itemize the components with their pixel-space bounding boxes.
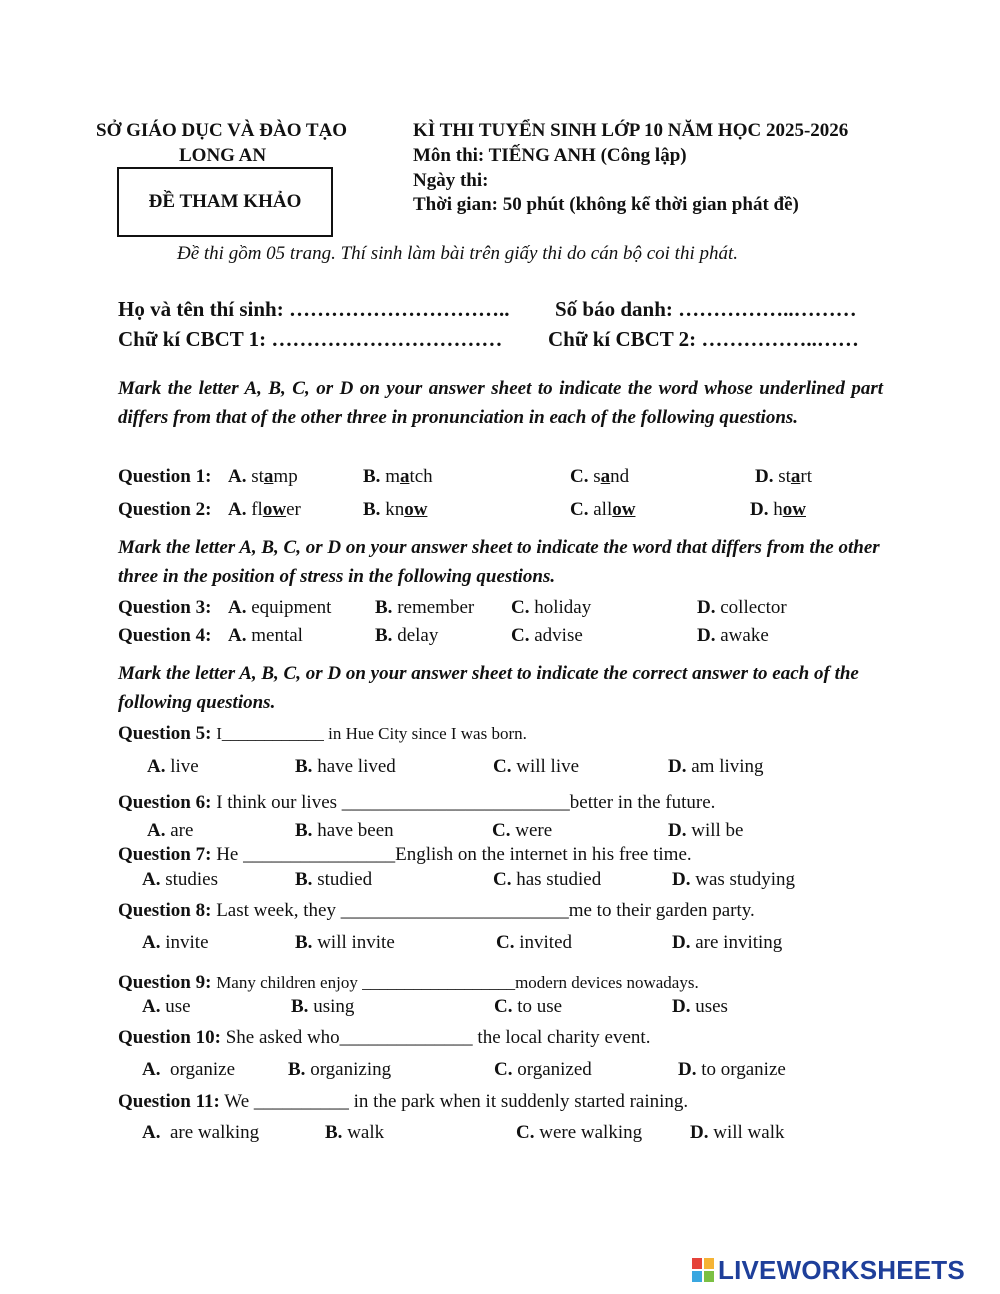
- q6-option-c[interactable]: C. were: [492, 820, 553, 841]
- q2-option-d[interactable]: D. how: [750, 499, 806, 520]
- exam-duration: Thời gian: 50 phút (không kể thời gian phát đề): [413, 194, 799, 215]
- q2-option-c[interactable]: C. allow: [570, 499, 636, 520]
- q2-option-a[interactable]: A. flower: [228, 499, 301, 520]
- q7-option-d[interactable]: D. was studying: [672, 869, 795, 890]
- exam-title: KÌ THI TUYỂN SINH LỚP 10 NĂM HỌC 2025-2026: [413, 120, 849, 141]
- q5-stem: Question 5: I____________ in Hue City since I was born.: [118, 723, 527, 744]
- question-label: Question 3:: [118, 597, 212, 618]
- q6-option-a[interactable]: A. are: [147, 820, 194, 841]
- q2-option-b[interactable]: B. know: [363, 499, 428, 520]
- q6-stem: Question 6: I think our lives ________________________better in the future.: [118, 792, 716, 813]
- question-label: Question 1:: [118, 466, 212, 487]
- liveworksheets-logo-icon: [692, 1258, 714, 1282]
- q1-option-c[interactable]: C. sand: [570, 466, 630, 487]
- exam-date: Ngày thi:: [413, 170, 489, 191]
- q11-option-b[interactable]: B. walk: [325, 1122, 385, 1143]
- q3-option-c[interactable]: C. holiday: [511, 597, 592, 618]
- q8-option-c[interactable]: C. invited: [496, 932, 573, 953]
- q1-option-a[interactable]: A. stamp: [228, 466, 298, 487]
- q10-option-d[interactable]: D. to organize: [678, 1059, 786, 1080]
- q3-option-d[interactable]: D. collector: [697, 597, 787, 618]
- q9-option-c[interactable]: C. to use: [494, 996, 563, 1017]
- question-label: Question 4:: [118, 625, 212, 646]
- q8-option-b[interactable]: B. will invite: [295, 932, 395, 953]
- candidate-name-field[interactable]: Họ và tên thí sinh: …………………………..: [118, 297, 510, 321]
- authority-province: LONG AN: [179, 145, 267, 166]
- stress-instruction: Mark the letter A, B, C, or D on your answer sheet to indicate the word that differs from the other three in the position of stress in the following questions.: [118, 537, 880, 587]
- q11-option-a[interactable]: A. are walking: [142, 1122, 260, 1143]
- q11-stem: Question 11: We __________ in the park when it suddenly started raining.: [118, 1091, 689, 1112]
- q3-option-b[interactable]: B. remember: [375, 597, 475, 618]
- reference-exam-label: ĐỀ THAM KHẢO: [148, 191, 302, 212]
- q5-option-b[interactable]: B. have lived: [295, 756, 396, 777]
- reference-exam-box: [117, 167, 333, 237]
- q4-option-c[interactable]: C. advise: [511, 625, 583, 646]
- q10-option-a[interactable]: A. organize: [142, 1059, 236, 1080]
- q5-option-a[interactable]: A. live: [147, 756, 199, 777]
- q9-option-d[interactable]: D. uses: [672, 996, 728, 1017]
- q10-stem: Question 10: She asked who______________ the local charity event.: [118, 1027, 651, 1048]
- q6-option-d[interactable]: D. will be: [668, 820, 744, 841]
- q10-option-c[interactable]: C. organized: [494, 1059, 592, 1080]
- exam-note: Đề thi gồm 05 trang. Thí sinh làm bài trên giấy thi do cán bộ coi thi phát.: [177, 243, 739, 264]
- q1-option-d[interactable]: D. start: [755, 466, 813, 487]
- question-label: Question 2:: [118, 499, 212, 520]
- q11-option-d[interactable]: D. will walk: [690, 1122, 785, 1143]
- authority-name: SỞ GIÁO DỤC VÀ ĐÀO TẠO: [96, 120, 348, 141]
- q10-option-b[interactable]: B. organizing: [288, 1059, 392, 1080]
- q5-option-d[interactable]: D. am living: [668, 756, 764, 777]
- correct-answer-instruction: Mark the letter A, B, C, or D on your answer sheet to indicate the correct answer to each of the following questions.: [118, 663, 859, 713]
- q9-option-b[interactable]: B. using: [291, 996, 355, 1017]
- candidate-number-field[interactable]: Số báo danh: ……………..………: [555, 297, 857, 321]
- q8-stem: Question 8: Last week, they ________________________me to their garden party.: [118, 900, 755, 921]
- q4-option-a[interactable]: A. mental: [228, 625, 303, 646]
- liveworksheets-logo[interactable]: LIVEWORKSHEETS: [718, 1255, 965, 1285]
- q8-option-d[interactable]: D. are inviting: [672, 932, 783, 953]
- q6-option-b[interactable]: B. have been: [295, 820, 394, 841]
- q7-option-b[interactable]: B. studied: [295, 869, 373, 890]
- q7-option-a[interactable]: A. studies: [142, 869, 219, 890]
- q5-option-c[interactable]: C. will live: [493, 756, 580, 777]
- q9-stem: Question 9: Many children enjoy __________________modern devices nowadays.: [118, 972, 699, 993]
- q7-stem: Question 7: He ________________English on the internet in his free time.: [118, 844, 692, 865]
- q11-option-c[interactable]: C. were walking: [516, 1122, 643, 1143]
- q8-option-a[interactable]: A. invite: [142, 932, 209, 953]
- q7-option-c[interactable]: C. has studied: [493, 869, 602, 890]
- q3-option-a[interactable]: A. equipment: [228, 597, 332, 618]
- supervisor-1-signature[interactable]: Chữ kí CBCT 1: ……………………………: [118, 327, 503, 351]
- q1-option-b[interactable]: B. match: [363, 466, 433, 487]
- supervisor-2-signature[interactable]: Chữ kí CBCT 2: ……………..……: [548, 327, 859, 351]
- q9-option-a[interactable]: A. use: [142, 996, 191, 1017]
- exam-subject: Môn thi: TIẾNG ANH (Công lập): [413, 145, 687, 166]
- q4-option-b[interactable]: B. delay: [375, 625, 439, 646]
- q4-option-d[interactable]: D. awake: [697, 625, 769, 646]
- pronunciation-instruction: Mark the letter A, B, C, or D on your answer sheet to indicate the word whose underlined part differs from that of the other three in pronunciation in each of the following questions.: [118, 378, 883, 428]
